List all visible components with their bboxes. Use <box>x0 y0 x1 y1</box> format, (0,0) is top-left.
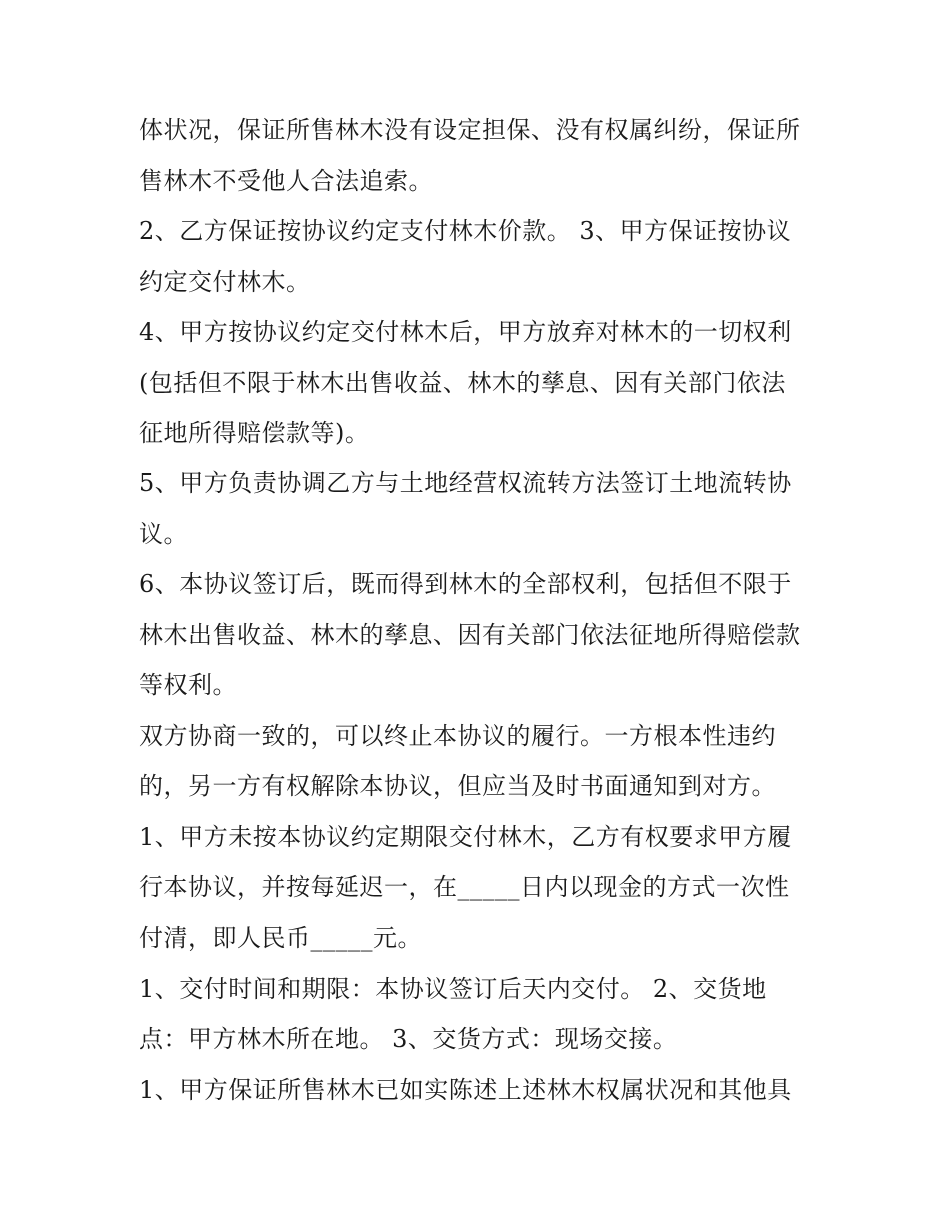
text-line: 付清，即人民币_____元。 <box>139 924 422 952</box>
text-line: 5、甲方负责协调乙方与土地经营权流转方法签订土地流转协 <box>139 469 792 497</box>
text-line: 1、甲方保证所售林木已如实陈述上述林木权属状况和其他具 <box>139 1076 792 1104</box>
text-line: 1、甲方未按本协议约定期限交付林木，乙方有权要求甲方履 <box>139 823 792 851</box>
text-line: 4、甲方按协议约定交付林木后，甲方放弃对林木的一切权利 <box>139 318 792 346</box>
text-line: 征地所得赔偿款等)。 <box>139 419 370 447</box>
text-line: (包括但不限于林木出售收益、林木的孳息、因有关部门依法 <box>139 369 786 397</box>
text-line: 1、交付时间和期限：本协议签订后天内交付。 2、交货地 <box>139 975 767 1003</box>
text-line: 的，另一方有权解除本协议，但应当及时书面通知到对方。 <box>139 772 776 800</box>
text-line: 点：甲方林木所在地。 3、交货方式：现场交接。 <box>139 1025 678 1053</box>
text-line: 2、乙方保证按协议约定支付林木价款。 3、甲方保证按协议 <box>139 217 792 245</box>
text-line: 双方协商一致的，可以终止本协议的履行。一方根本性违约 <box>139 722 776 750</box>
text-line: 等权利。 <box>139 671 237 699</box>
text-line: 售林木不受他人合法追索。 <box>139 167 433 195</box>
text-line: 行本协议，并按每延迟一，在_____日内以现金的方式一次性 <box>139 873 790 901</box>
text-line: 6、本协议签订后，既而得到林木的全部权利，包括但不限于 <box>139 570 792 598</box>
text-line: 约定交付林木。 <box>139 268 311 296</box>
text-line: 林木出售收益、林木的孳息、因有关部门依法征地所得赔偿款 <box>139 621 801 649</box>
text-line: 议。 <box>139 520 188 548</box>
text-line: 体状况，保证所售林木没有设定担保、没有权属纠纷，保证所 <box>139 116 801 144</box>
